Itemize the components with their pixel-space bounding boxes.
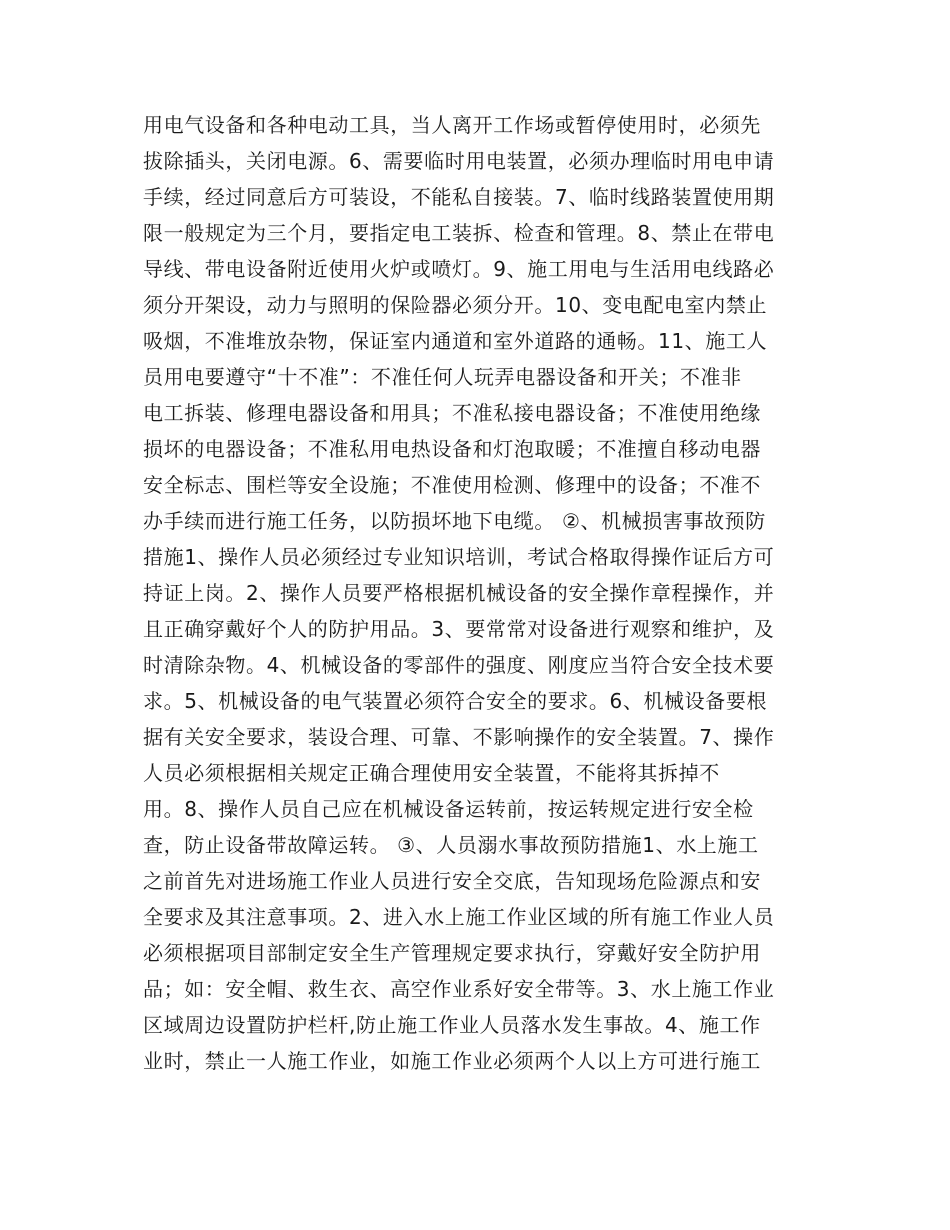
text-line: 安全标志、围栏等安全设施；不准使用检测、修理中的设备；不准不 (143, 473, 761, 497)
text-line: 必须根据项目部制定安全生产管理规定要求执行，穿戴好安全防护用 (143, 941, 761, 965)
text-line: 办手续而进行施工任务，以防损坏地下电缆。 ②、机械损害事故预防 (143, 509, 766, 533)
text-line: 导线、带电设备附近使用火炉或喷灯。9、施工用电与生活用电线路必 (143, 257, 775, 281)
text-line: 员用电要遵守“十不准”：不准任何人玩弄电器设备和开关；不准非 (143, 365, 742, 389)
text-line: 全要求及其注意事项。2、进入水上施工作业区域的所有施工作业人员 (143, 905, 775, 929)
text-line: 须分开架设，动力与照明的保险器必须分开。10、变电配电室内禁止 (143, 293, 768, 317)
text-line: 用电气设备和各种电动工具，当人离开工作场或暂停使用时，必须先 (143, 113, 761, 137)
text-line: 损坏的电器设备；不准私用电热设备和灯泡取暖；不准擅自移动电器 (143, 437, 761, 461)
text-line: 手续，经过同意后方可装设，不能私自接装。7、临时线路装置使用期 (143, 185, 775, 209)
text-line: 且正确穿戴好个人的防护用品。3、要常常对设备进行观察和维护，及 (143, 617, 775, 641)
text-line: 吸烟，不准堆放杂物，保证室内通道和室外道路的通畅。11、施工人 (143, 329, 768, 353)
text-line: 人员必须根据相关规定正确合理使用安全装置，不能将其拆掉不 (143, 761, 720, 785)
text-line: 电工拆装、修理电器设备和用具；不准私接电器设备；不准使用绝缘 (143, 401, 761, 425)
text-line: 拔除插头，关闭电源。6、需要临时用电装置，必须办理临时用电申请 (143, 149, 775, 173)
text-line: 时清除杂物。4、机械设备的零部件的强度、刚度应当符合安全技术要 (143, 653, 775, 677)
text-line: 品；如：安全帽、救生衣、高空作业系好安全带等。3、水上施工作业 (143, 977, 775, 1001)
text-line: 区域周边设置防护栏杆,防止施工作业人员落水发生事故。4、施工作 (143, 1013, 761, 1037)
text-line: 求。5、机械设备的电气装置必须符合安全的要求。6、机械设备要根 (143, 689, 768, 713)
text-line: 之前首先对进场施工作业人员进行安全交底，告知现场危险源点和安 (143, 869, 761, 893)
text-line: 持证上岗。2、操作人员要严格根据机械设备的安全操作章程操作，并 (143, 581, 775, 605)
text-line: 限一般规定为三个月，要指定电工装拆、检查和管理。8、禁止在带电 (143, 221, 775, 245)
text-line: 据有关安全要求，装设合理、可靠、不影响操作的安全装置。7、操作 (143, 725, 775, 749)
body-text (143, 107, 813, 1079)
text-line: 用。8、操作人员自己应在机械设备运转前，按运转规定进行安全检 (143, 797, 754, 821)
text-line: 业时，禁止一人施工作业，如施工作业必须两个人以上方可进行施工 (143, 1049, 761, 1073)
text-line: 查，防止设备带故障运转。 ③、人员溺水事故预防措施1、水上施工 (143, 833, 759, 857)
text-line: 措施1、操作人员必须经过专业知识培训，考试合格取得操作证后方可 (143, 545, 775, 569)
